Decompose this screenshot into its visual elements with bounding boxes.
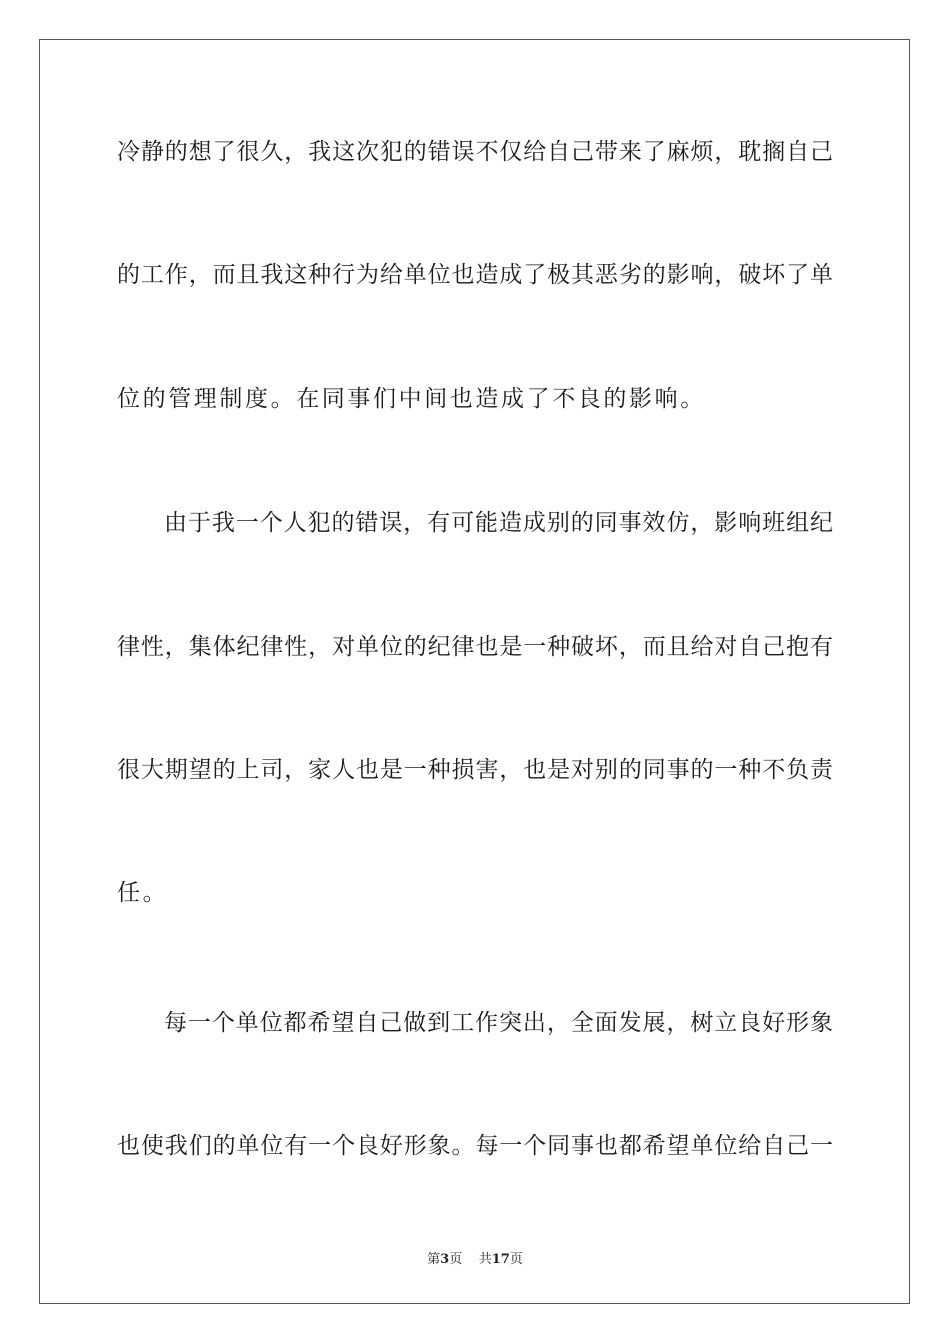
paragraph-line: 每一个单位都希望自己做到工作突出，全面发展，树立良好形象 — [164, 1010, 833, 1036]
footer-page-suffix: 页 — [449, 1252, 463, 1267]
paragraph-line: 律性，集体纪律性，对单位的纪律也是一种破坏，而且给对自己抱有 — [117, 634, 833, 660]
paragraph-line: 冷静的想了很久，我这次犯的错误不仅给自己带来了麻烦，耽搁自己 — [117, 139, 833, 165]
footer-total-suffix: 页 — [509, 1252, 523, 1267]
footer-total-prefix: 共 — [478, 1252, 492, 1267]
paragraph-line: 任。 — [117, 880, 169, 906]
paragraph-line: 很大期望的上司，家人也是一种损害，也是对别的同事的一种不负责 — [117, 757, 833, 783]
paragraph-line: 的工作，而且我这种行为给单位也造成了极其恶劣的影响，破坏了单 — [117, 262, 833, 288]
footer-page-prefix: 第 — [427, 1252, 441, 1267]
footer-page-total: 17 — [491, 1252, 510, 1267]
paragraph-line: 由于我一个人犯的错误，有可能造成别的同事效仿，影响班组纪 — [164, 510, 833, 536]
page-footer — [0, 1248, 950, 1267]
page-border — [39, 39, 910, 1304]
footer-page-current: 3 — [440, 1252, 450, 1267]
paragraph-line: 位的管理制度。在同事们中间也造成了不良的影响。 — [117, 386, 706, 412]
paragraph-line: 也使我们的单位有一个良好形象。每一个同事也都希望单位给自己一 — [117, 1133, 833, 1159]
